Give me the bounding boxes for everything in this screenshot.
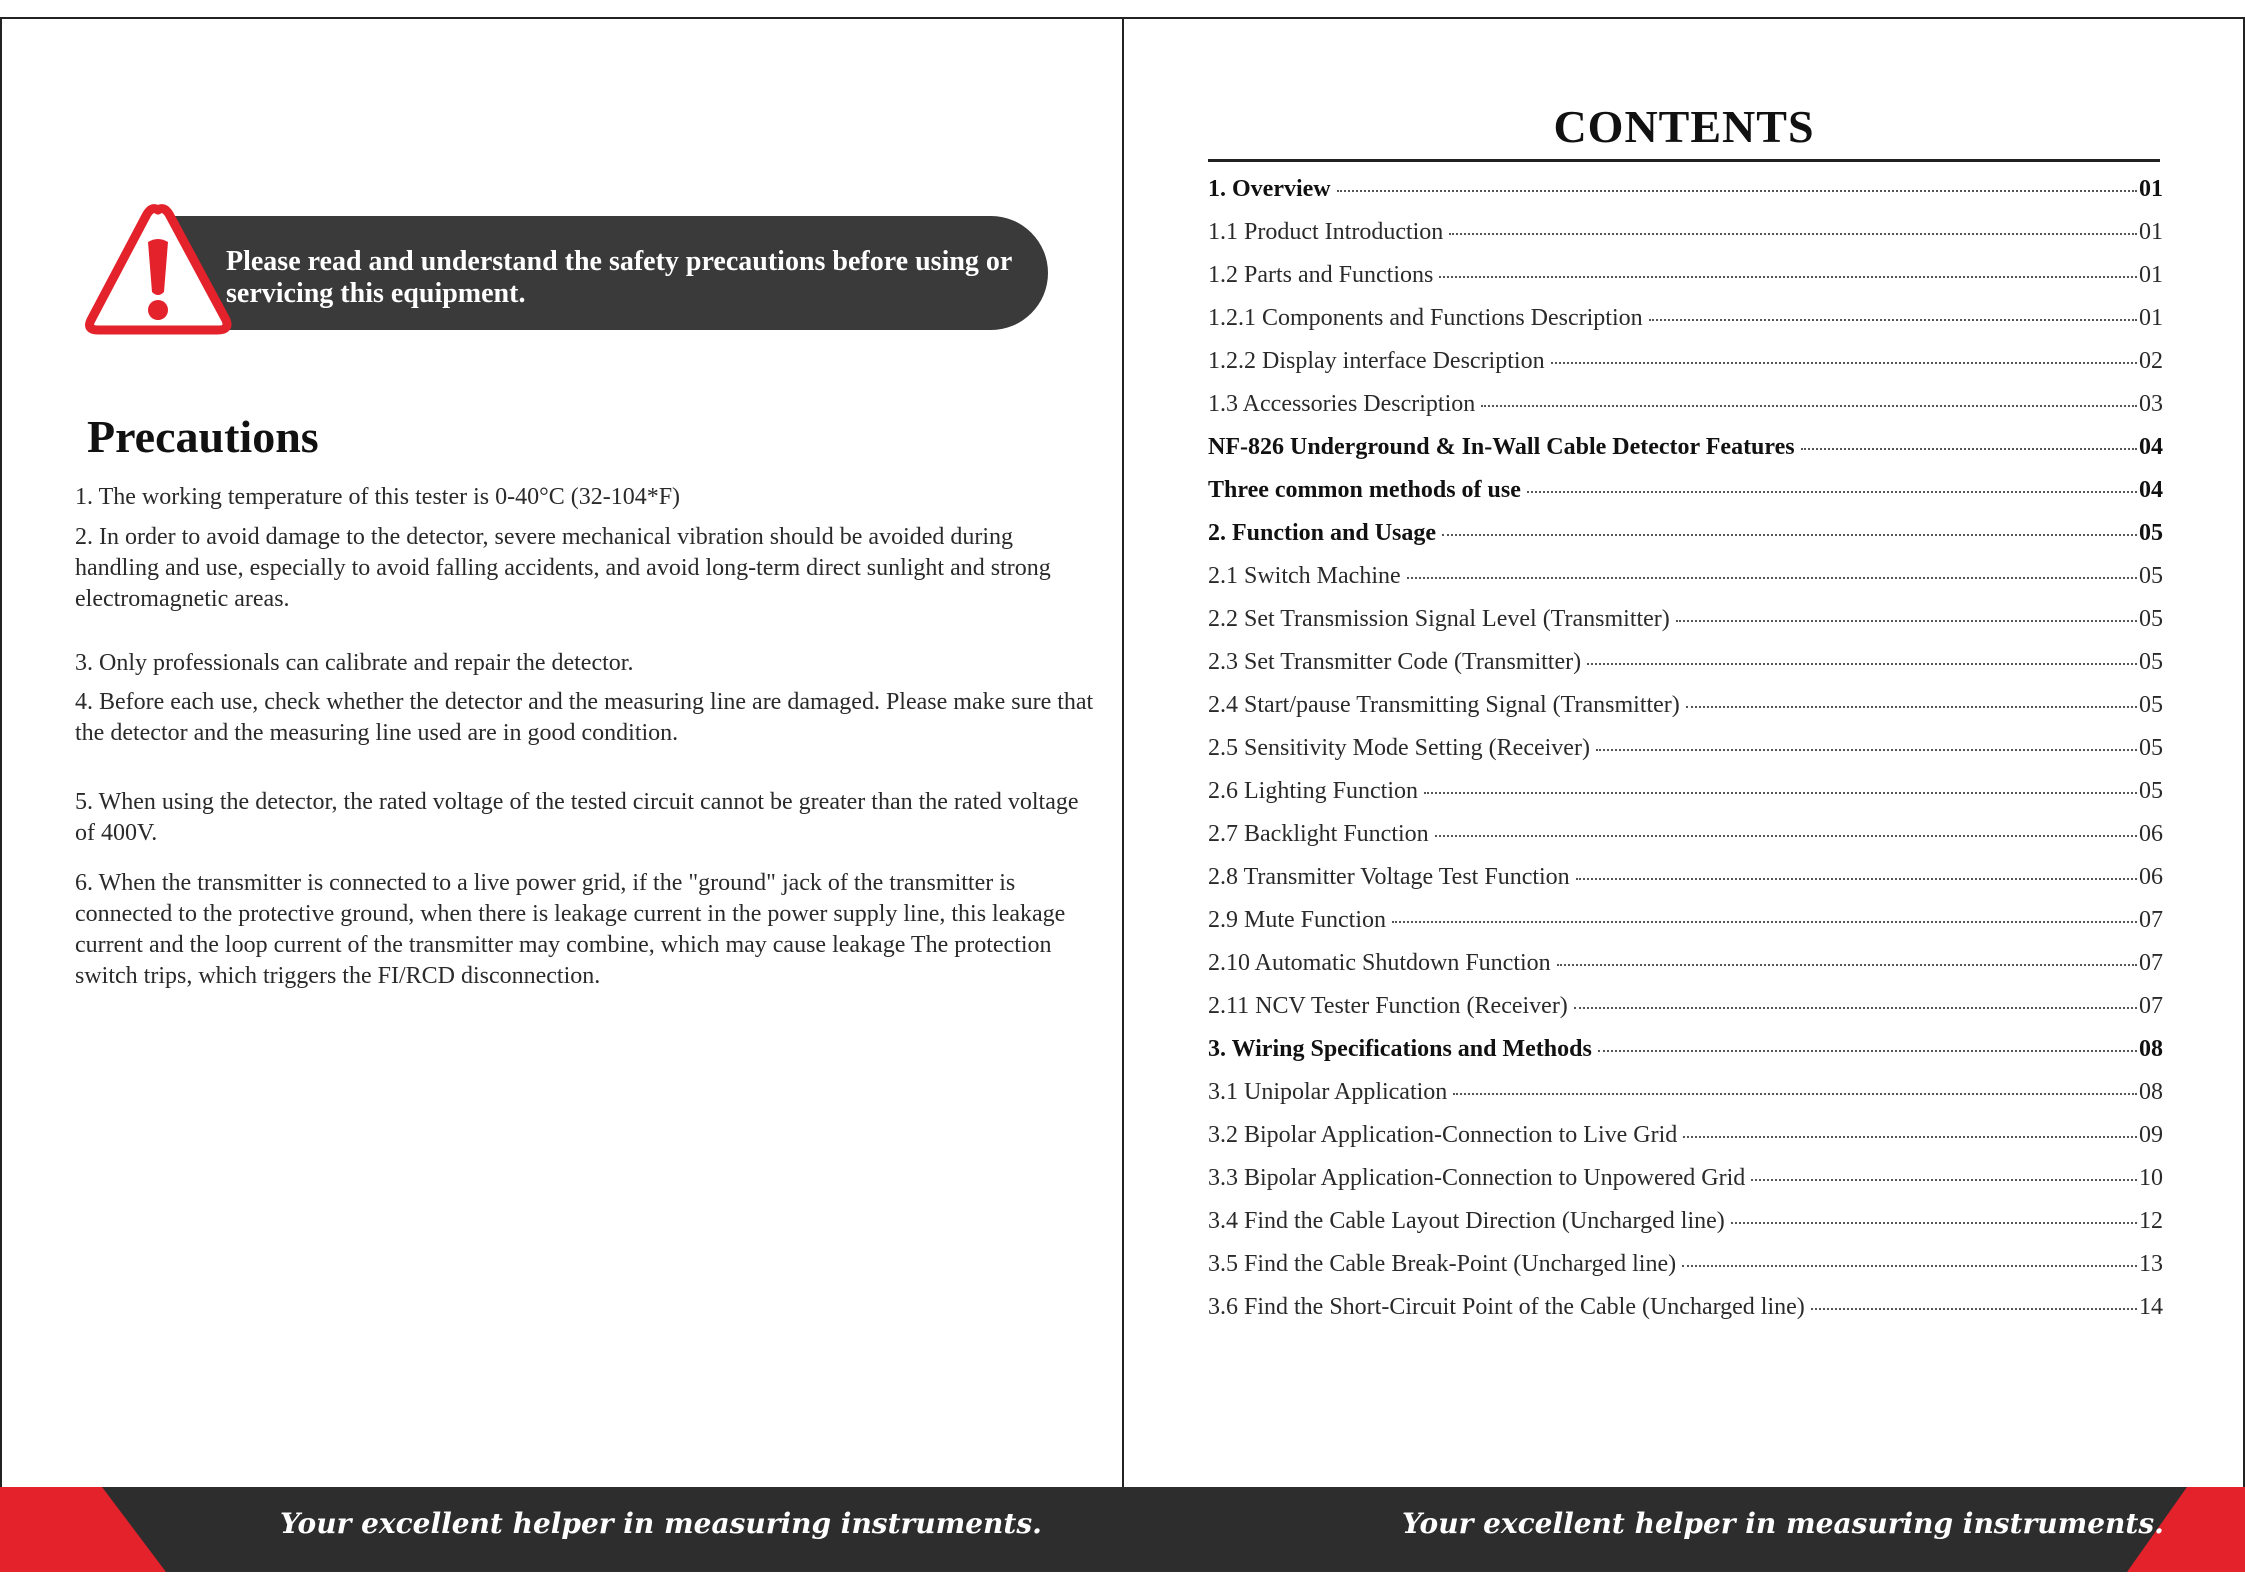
toc-entry-label: 3. Wiring Specifications and Methods — [1208, 1036, 1592, 1062]
toc-entry — [1208, 176, 2163, 219]
toc-entry-page: 01 — [2139, 262, 2163, 288]
toc-leader-dots — [1527, 491, 2137, 493]
toc-entry-label: 1.1 Product Introduction — [1208, 219, 1444, 245]
toc-entry-page: 14 — [2139, 1294, 2163, 1320]
toc-entry-label: 1.2.1 Components and Functions Description — [1208, 305, 1643, 331]
toc-entry — [1208, 305, 2163, 348]
toc-leader-dots — [1731, 1222, 2137, 1224]
toc-entry — [1208, 262, 2163, 305]
toc-leader-dots — [1392, 921, 2137, 923]
toc-leader-dots — [1676, 620, 2137, 622]
toc-entry-page: 01 — [2139, 219, 2163, 245]
toc-leader-dots — [1682, 1265, 2137, 1267]
toc-entry-page: 06 — [2139, 864, 2163, 890]
toc-leader-dots — [1481, 405, 2137, 407]
toc-entry — [1208, 1165, 2163, 1208]
toc-leader-dots — [1439, 276, 2137, 278]
toc-entry — [1208, 348, 2163, 391]
toc-leader-dots — [1596, 749, 2137, 751]
toc-entry — [1208, 606, 2163, 649]
footer-slogan-left: Your excellent helper in measuring instruments. — [280, 1507, 1042, 1540]
precaution-item: 4. Before each use, check whether the detector and the measuring line are damaged. Please make sure that the detector and the measuring line used are in good condition. — [75, 689, 1094, 746]
toc-entry-label: 1. Overview — [1208, 176, 1331, 202]
toc-entry-page: 01 — [2139, 305, 2163, 331]
toc-entry — [1208, 219, 2163, 262]
toc-entry — [1208, 1208, 2163, 1251]
warning-triangle-icon — [84, 202, 232, 336]
table-of-contents — [1208, 176, 2163, 1337]
toc-entry — [1208, 1122, 2163, 1165]
toc-leader-dots — [1649, 319, 2137, 321]
toc-entry-page: 03 — [2139, 391, 2163, 417]
toc-entry-page: 05 — [2139, 778, 2163, 804]
contents-rule — [1208, 159, 2160, 162]
page-divider — [1122, 17, 1124, 1487]
toc-entry-page: 01 — [2139, 176, 2163, 202]
toc-entry — [1208, 434, 2163, 477]
toc-leader-dots — [1424, 792, 2137, 794]
toc-entry-page: 05 — [2139, 735, 2163, 761]
precaution-item: 2. In order to avoid damage to the detector, severe mechanical vibration should be avoided during handling and use, especially to avoid falling accidents, and avoid long-term direct sunlight and strong electromagnetic areas. — [75, 524, 1051, 612]
toc-leader-dots — [1453, 1093, 2137, 1095]
footer-slogan-right: Your excellent helper in measuring instruments. — [1402, 1507, 2164, 1540]
precaution-item: 3. Only professionals can calibrate and repair the detector. — [75, 650, 634, 676]
toc-entry-page: 08 — [2139, 1036, 2163, 1062]
toc-entry-label: 3.1 Unipolar Application — [1208, 1079, 1448, 1105]
toc-entry-page: 12 — [2139, 1208, 2163, 1234]
toc-entry-label: 2.1 Switch Machine — [1208, 563, 1401, 589]
toc-entry — [1208, 649, 2163, 692]
toc-entry — [1208, 1036, 2163, 1079]
toc-leader-dots — [1598, 1050, 2137, 1052]
warning-text: Please read and understand the safety precautions before using or servicing this equipment. — [226, 246, 1012, 309]
toc-entry-label: NF-826 Underground & In-Wall Cable Detector Features — [1208, 434, 1795, 460]
toc-entry-page: 04 — [2139, 434, 2163, 460]
page-frame-left — [0, 17, 2, 1487]
precautions-title: Precautions — [87, 411, 319, 462]
toc-entry — [1208, 692, 2163, 735]
toc-entry — [1208, 864, 2163, 907]
toc-leader-dots — [1683, 1136, 2137, 1138]
toc-entry-page: 09 — [2139, 1122, 2163, 1148]
toc-entry-page: 07 — [2139, 950, 2163, 976]
toc-entry — [1208, 391, 2163, 434]
toc-entry — [1208, 993, 2163, 1036]
toc-entry-label: 1.3 Accessories Description — [1208, 391, 1476, 417]
toc-entry-label: 2.5 Sensitivity Mode Setting (Receiver) — [1208, 735, 1590, 761]
toc-entry-page: 05 — [2139, 606, 2163, 632]
toc-entry-label: 3.4 Find the Cable Layout Direction (Uncharged line) — [1208, 1208, 1725, 1234]
toc-entry-page: 02 — [2139, 348, 2163, 374]
toc-entry — [1208, 1251, 2163, 1294]
toc-entry — [1208, 520, 2163, 563]
toc-entry — [1208, 1079, 2163, 1122]
toc-entry — [1208, 477, 2163, 520]
toc-entry — [1208, 778, 2163, 821]
precaution-item: 1. The working temperature of this tester is 0-40°C (32-104*F) — [75, 484, 681, 510]
toc-entry-page: 06 — [2139, 821, 2163, 847]
toc-entry-label: 3.6 Find the Short-Circuit Point of the Cable (Uncharged line) — [1208, 1294, 1805, 1320]
toc-entry-page: 05 — [2139, 520, 2163, 546]
toc-leader-dots — [1442, 534, 2137, 536]
toc-entry-label: 1.2 Parts and Functions — [1208, 262, 1434, 288]
footer-red-corner-left — [0, 1487, 200, 1572]
toc-leader-dots — [1557, 964, 2137, 966]
toc-entry-label: 3.2 Bipolar Application-Connection to Live Grid — [1208, 1122, 1678, 1148]
toc-entry-label: 2.10 Automatic Shutdown Function — [1208, 950, 1551, 976]
toc-entry-label: 2.7 Backlight Function — [1208, 821, 1429, 847]
toc-leader-dots — [1686, 706, 2137, 708]
toc-leader-dots — [1337, 190, 2137, 192]
toc-entry-label: Three common methods of use — [1208, 477, 1521, 503]
toc-leader-dots — [1587, 663, 2137, 665]
toc-entry-label: 2.11 NCV Tester Function (Receiver) — [1208, 993, 1568, 1019]
toc-entry — [1208, 907, 2163, 950]
toc-entry — [1208, 563, 2163, 606]
toc-entry-label: 3.5 Find the Cable Break-Point (Uncharged line) — [1208, 1251, 1677, 1277]
toc-leader-dots — [1407, 577, 2137, 579]
toc-entry-label: 2.8 Transmitter Voltage Test Function — [1208, 864, 1570, 890]
toc-entry — [1208, 821, 2163, 864]
toc-leader-dots — [1576, 878, 2137, 880]
toc-entry-page: 05 — [2139, 649, 2163, 675]
toc-entry-label: 2.3 Set Transmitter Code (Transmitter) — [1208, 649, 1582, 675]
toc-leader-dots — [1551, 362, 2137, 364]
toc-entry-page: 08 — [2139, 1079, 2163, 1105]
toc-entry-label: 2.6 Lighting Function — [1208, 778, 1418, 804]
toc-entry-label: 2. Function and Usage — [1208, 520, 1437, 546]
toc-entry — [1208, 735, 2163, 778]
toc-leader-dots — [1574, 1007, 2137, 1009]
toc-entry-label: 2.4 Start/pause Transmitting Signal (Transmitter) — [1208, 692, 1680, 718]
contents-title: CONTENTS — [1553, 101, 1815, 152]
toc-leader-dots — [1811, 1308, 2137, 1310]
toc-entry-page: 07 — [2139, 993, 2163, 1019]
toc-entry-page: 10 — [2139, 1165, 2163, 1191]
toc-leader-dots — [1751, 1179, 2137, 1181]
toc-entry-page: 07 — [2139, 907, 2163, 933]
toc-entry-page: 05 — [2139, 563, 2163, 589]
toc-entry — [1208, 1294, 2163, 1337]
toc-entry-page: 04 — [2139, 477, 2163, 503]
toc-entry-label: 2.2 Set Transmission Signal Level (Transmitter) — [1208, 606, 1670, 632]
precaution-item: 5. When using the detector, the rated voltage of the tested circuit cannot be greater than the rated voltage of 400V. — [75, 789, 1079, 846]
toc-entry-page: 05 — [2139, 692, 2163, 718]
toc-entry-page: 13 — [2139, 1251, 2163, 1277]
precaution-item: 6. When the transmitter is connected to a live power grid, if the "ground" jack of the transmitter is connected to the protective ground, when there is leakage current in the power supply line, this leakage current and the loop current of the transmitter may combine, which may cause leakage The protection switch trips, which triggers the FI/RCD disconnection. — [75, 870, 1066, 989]
toc-entry-label: 2.9 Mute Function — [1208, 907, 1386, 933]
toc-entry-label: 3.3 Bipolar Application-Connection to Unpowered Grid — [1208, 1165, 1746, 1191]
toc-leader-dots — [1435, 835, 2137, 837]
toc-entry — [1208, 950, 2163, 993]
toc-leader-dots — [1801, 448, 2137, 450]
toc-leader-dots — [1449, 233, 2137, 235]
toc-entry-label: 1.2.2 Display interface Description — [1208, 348, 1545, 374]
